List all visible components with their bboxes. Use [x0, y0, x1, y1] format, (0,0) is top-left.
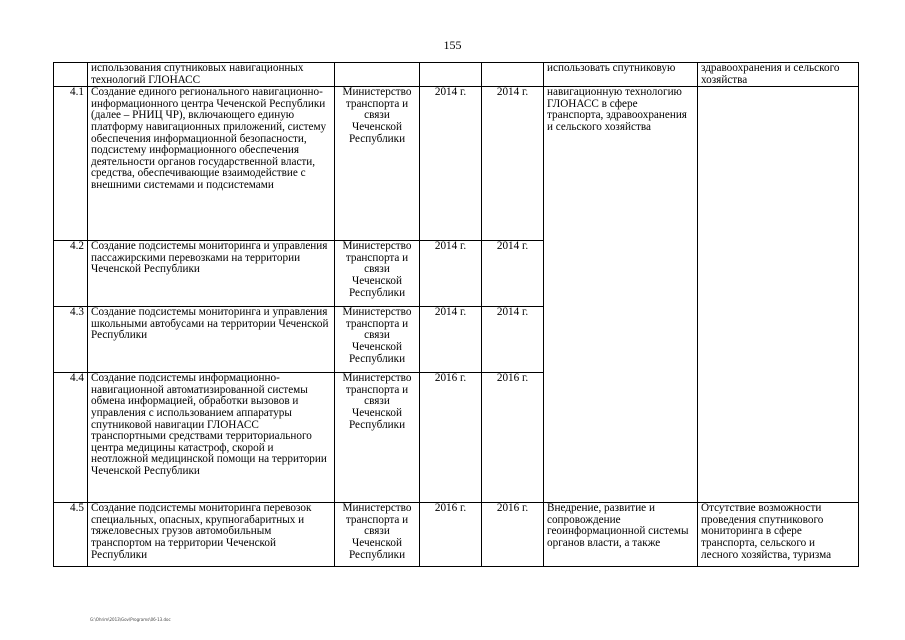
consequence-cell: Отсутствие возможности проведения спутникового мониторинга в сфере транспорта, сельского и лесного хозяйства, туризма: [698, 503, 859, 567]
start-year-cell: [420, 63, 482, 87]
result-cell: Внедрение, развитие и сопровождение геоинформационной системы органов власти, а также: [544, 503, 698, 567]
activity-cell: использования спутниковых навигационных технологий ГЛОНАСС: [88, 63, 335, 87]
start-year-cell: 2016 г.: [420, 373, 482, 503]
row-number: 4.1: [54, 87, 88, 241]
executor-cell: Министерство транспорта и связи Чеченской Республики: [335, 241, 420, 307]
executor-cell: Министерство транспорта и связи Чеченской Республики: [335, 503, 420, 567]
table-row: [54, 87, 859, 241]
end-year-cell: 2014 г.: [482, 307, 544, 373]
program-activities-table: [53, 62, 859, 567]
page-number: 155: [443, 38, 462, 52]
activity-cell: Создание подсистемы мониторинга и управления школьными автобусами на территории Чеченской Республики: [88, 307, 335, 373]
executor-cell: Министерство транспорта и связи Чеченской Республики: [335, 373, 420, 503]
activity-cell: Создание подсистемы мониторинга и управления пассажирскими перевозками на территории Чеченской Республики: [88, 241, 335, 307]
executor-cell: [335, 63, 420, 87]
result-cell: навигационную технологию ГЛОНАСС в сфере транспорта, здравоохранения и сельского хозяйства: [544, 87, 698, 503]
row-number: 4.5: [54, 503, 88, 567]
activity-cell: Создание единого регионального навигационно-информационного центра Чеченской Республики (далее – РНИЦ ЧР), включающего единую платформу навигационных приложений, систему обеспечения информационной безопасности, подсистему информационного обеспечения деятельности органов государственной власти, средства, обеспечивающие взаимодействие с внешними системами и подсистемами: [88, 87, 335, 241]
start-year-cell: 2016 г.: [420, 503, 482, 567]
end-year-cell: 2016 г.: [482, 373, 544, 503]
end-year-cell: [482, 63, 544, 87]
start-year-cell: 2014 г.: [420, 241, 482, 307]
consequence-cell: [698, 87, 859, 503]
activity-cell: Создание подсистемы информационно-навигационной автоматизированной системы обмена информацией, обработки вызовов и управления с использованием аппаратуры спутниковой навигации ГЛОНАСС транспортными средствами территориального центра медицины катастроф, скорой и неотложной медицинской помощи на территории Чеченской Республики: [88, 373, 335, 503]
row-number: 4.2: [54, 241, 88, 307]
footer-file-path: G:\Ohrim\2013\Gov\Programs\06-13.doc: [90, 617, 171, 622]
end-year-cell: 2014 г.: [482, 87, 544, 241]
end-year-cell: 2016 г.: [482, 503, 544, 567]
end-year-cell: 2014 г.: [482, 241, 544, 307]
activity-cell: Создание подсистемы мониторинга перевозок специальных, опасных, крупногабаритных и тяжеловесных грузов автомобильным транспортом на территории Чеченской Республики: [88, 503, 335, 567]
consequence-cell: здравоохранения и сельского хозяйства: [698, 63, 859, 87]
executor-cell: Министерство транспорта и связи Чеченской Республики: [335, 87, 420, 241]
start-year-cell: 2014 г.: [420, 87, 482, 241]
table-row: [54, 63, 859, 87]
row-number: 4.4: [54, 373, 88, 503]
executor-cell: Министерство транспорта и связи Чеченской Республики: [335, 307, 420, 373]
table-row: [54, 503, 859, 567]
start-year-cell: 2014 г.: [420, 307, 482, 373]
row-number: [54, 63, 88, 87]
result-cell: использовать спутниковую: [544, 63, 698, 87]
row-number: 4.3: [54, 307, 88, 373]
